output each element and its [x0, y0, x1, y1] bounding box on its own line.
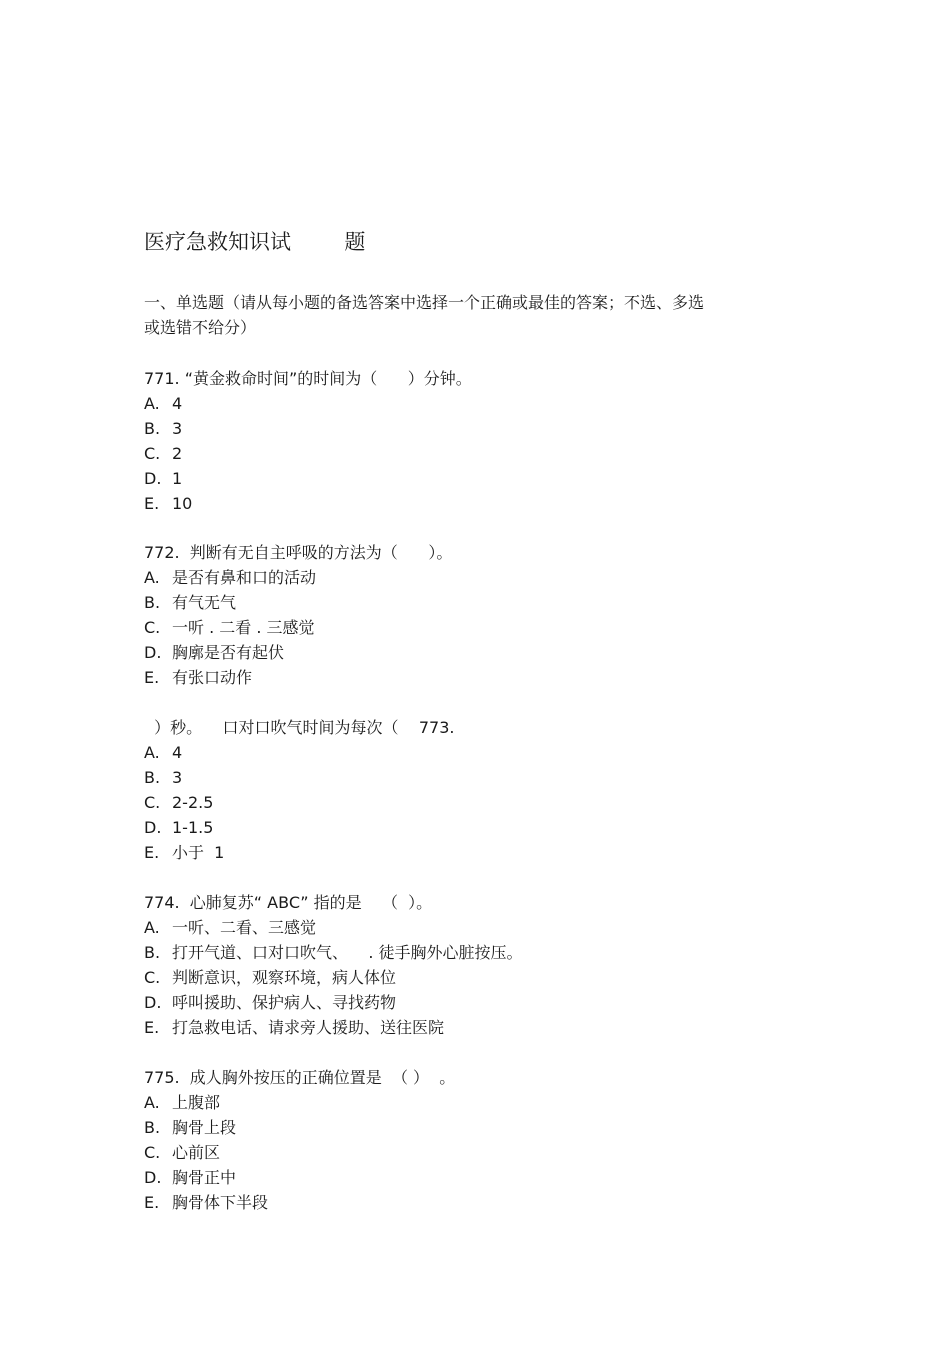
- option-letter: B.: [144, 1118, 161, 1137]
- option-a: [144, 565, 804, 590]
- option-letter: C.: [144, 1143, 161, 1162]
- option-letter: A.: [144, 918, 160, 937]
- option-text: 打急救电话、请求旁人援助、送往医院: [172, 1018, 445, 1037]
- question-stem: 772. 判断有无自主呼吸的方法为（ ）。: [144, 543, 453, 562]
- option-text: 10: [172, 494, 193, 513]
- option-text: 小于 1: [172, 843, 225, 862]
- option-b: [144, 1115, 804, 1140]
- option-e: [144, 1190, 804, 1215]
- option-text: 打开气道、口对口吹气、 . 徒手胸外心脏按压。: [172, 943, 523, 962]
- option-letter: C.: [144, 444, 161, 463]
- option-a: [144, 915, 804, 940]
- question-stem: 775. 成人胸外按压的正确位置是 （ ） 。: [144, 1068, 456, 1087]
- option-letter: E.: [144, 843, 160, 862]
- option-letter: A.: [144, 1093, 160, 1112]
- option-c: [144, 441, 804, 466]
- option-text: 胸骨正中: [172, 1168, 237, 1187]
- option-text: 胸骨上段: [172, 1118, 237, 1137]
- option-b: [144, 590, 804, 615]
- option-letter: D.: [144, 469, 162, 488]
- question-773: [144, 715, 804, 865]
- option-letter: B.: [144, 419, 161, 438]
- option-text: 有气无气: [172, 593, 237, 612]
- option-e: [144, 491, 804, 516]
- option-text: 一听 . 二看 . 三感觉: [172, 618, 315, 637]
- option-letter: E.: [144, 1193, 160, 1212]
- option-letter: C.: [144, 793, 161, 812]
- question-775: [144, 1065, 804, 1215]
- option-text: 胸廓是否有起伏: [172, 643, 285, 662]
- option-c: [144, 965, 804, 990]
- option-b: [144, 416, 804, 441]
- option-text: 2: [172, 444, 183, 463]
- option-text: 1: [172, 469, 183, 488]
- option-d: [144, 1165, 804, 1190]
- option-text: 是否有鼻和口的活动: [172, 568, 317, 587]
- instructions: [144, 290, 784, 340]
- question-774: [144, 890, 804, 1040]
- option-letter: A.: [144, 743, 160, 762]
- option-text: 呼叫援助、保护病人、寻找药物: [172, 993, 397, 1012]
- option-list: [144, 915, 804, 1040]
- option-letter: C.: [144, 968, 161, 987]
- option-letter: D.: [144, 1168, 162, 1187]
- option-text: 2-2.5: [172, 793, 214, 812]
- option-letter: E.: [144, 494, 160, 513]
- instructions-line: 一、单选题（请从每小题的备选答案中选择一个正确或最佳的答案；不选、多选: [144, 293, 705, 312]
- option-c: [144, 615, 804, 640]
- option-text: 3: [172, 768, 183, 787]
- question-772: [144, 540, 804, 690]
- instructions-line: 或选错不给分）: [144, 318, 257, 337]
- option-letter: C.: [144, 618, 161, 637]
- option-text: 4: [172, 394, 183, 413]
- option-letter: D.: [144, 993, 162, 1012]
- option-letter: E.: [144, 1018, 160, 1037]
- option-letter: A.: [144, 568, 160, 587]
- option-text: 心前区: [172, 1143, 221, 1162]
- option-d: [144, 466, 804, 491]
- question-stem: ）秒。 口对口吹气时间为每次（ 773.: [144, 718, 455, 737]
- option-e: [144, 1015, 804, 1040]
- option-a: [144, 740, 804, 765]
- question-771: [144, 366, 804, 516]
- option-c: [144, 1140, 804, 1165]
- option-text: 判断意识，观察环境，病人体位: [172, 968, 397, 987]
- option-list: [144, 565, 804, 690]
- option-text: 一听、二看、三感觉: [172, 918, 317, 937]
- option-list: [144, 740, 804, 865]
- option-letter: E.: [144, 668, 160, 687]
- option-letter: D.: [144, 818, 162, 837]
- option-e: [144, 840, 804, 865]
- option-text: 3: [172, 419, 183, 438]
- option-letter: B.: [144, 768, 161, 787]
- option-d: [144, 990, 804, 1015]
- option-text: 胸骨体下半段: [172, 1193, 269, 1212]
- option-b: [144, 765, 804, 790]
- option-a: [144, 1090, 804, 1115]
- question-stem: 771. “黄金救命时间”的时间为（ ）分钟。: [144, 369, 472, 388]
- question-stem: 774. 心肺复苏“ ABC” 指的是 （ ）。: [144, 893, 433, 912]
- option-text: 上腹部: [172, 1093, 221, 1112]
- option-c: [144, 790, 804, 815]
- option-text: 1-1.5: [172, 818, 214, 837]
- option-b: [144, 940, 804, 965]
- option-a: [144, 391, 804, 416]
- option-list: [144, 1090, 804, 1215]
- option-d: [144, 815, 804, 840]
- option-letter: A.: [144, 394, 160, 413]
- option-letter: D.: [144, 643, 162, 662]
- option-d: [144, 640, 804, 665]
- option-letter: B.: [144, 943, 161, 962]
- document-title: 医疗急救知识试 题: [144, 230, 366, 254]
- option-letter: B.: [144, 593, 161, 612]
- option-text: 有张口动作: [172, 668, 253, 687]
- option-text: 4: [172, 743, 183, 762]
- option-list: [144, 391, 804, 516]
- option-e: [144, 665, 804, 690]
